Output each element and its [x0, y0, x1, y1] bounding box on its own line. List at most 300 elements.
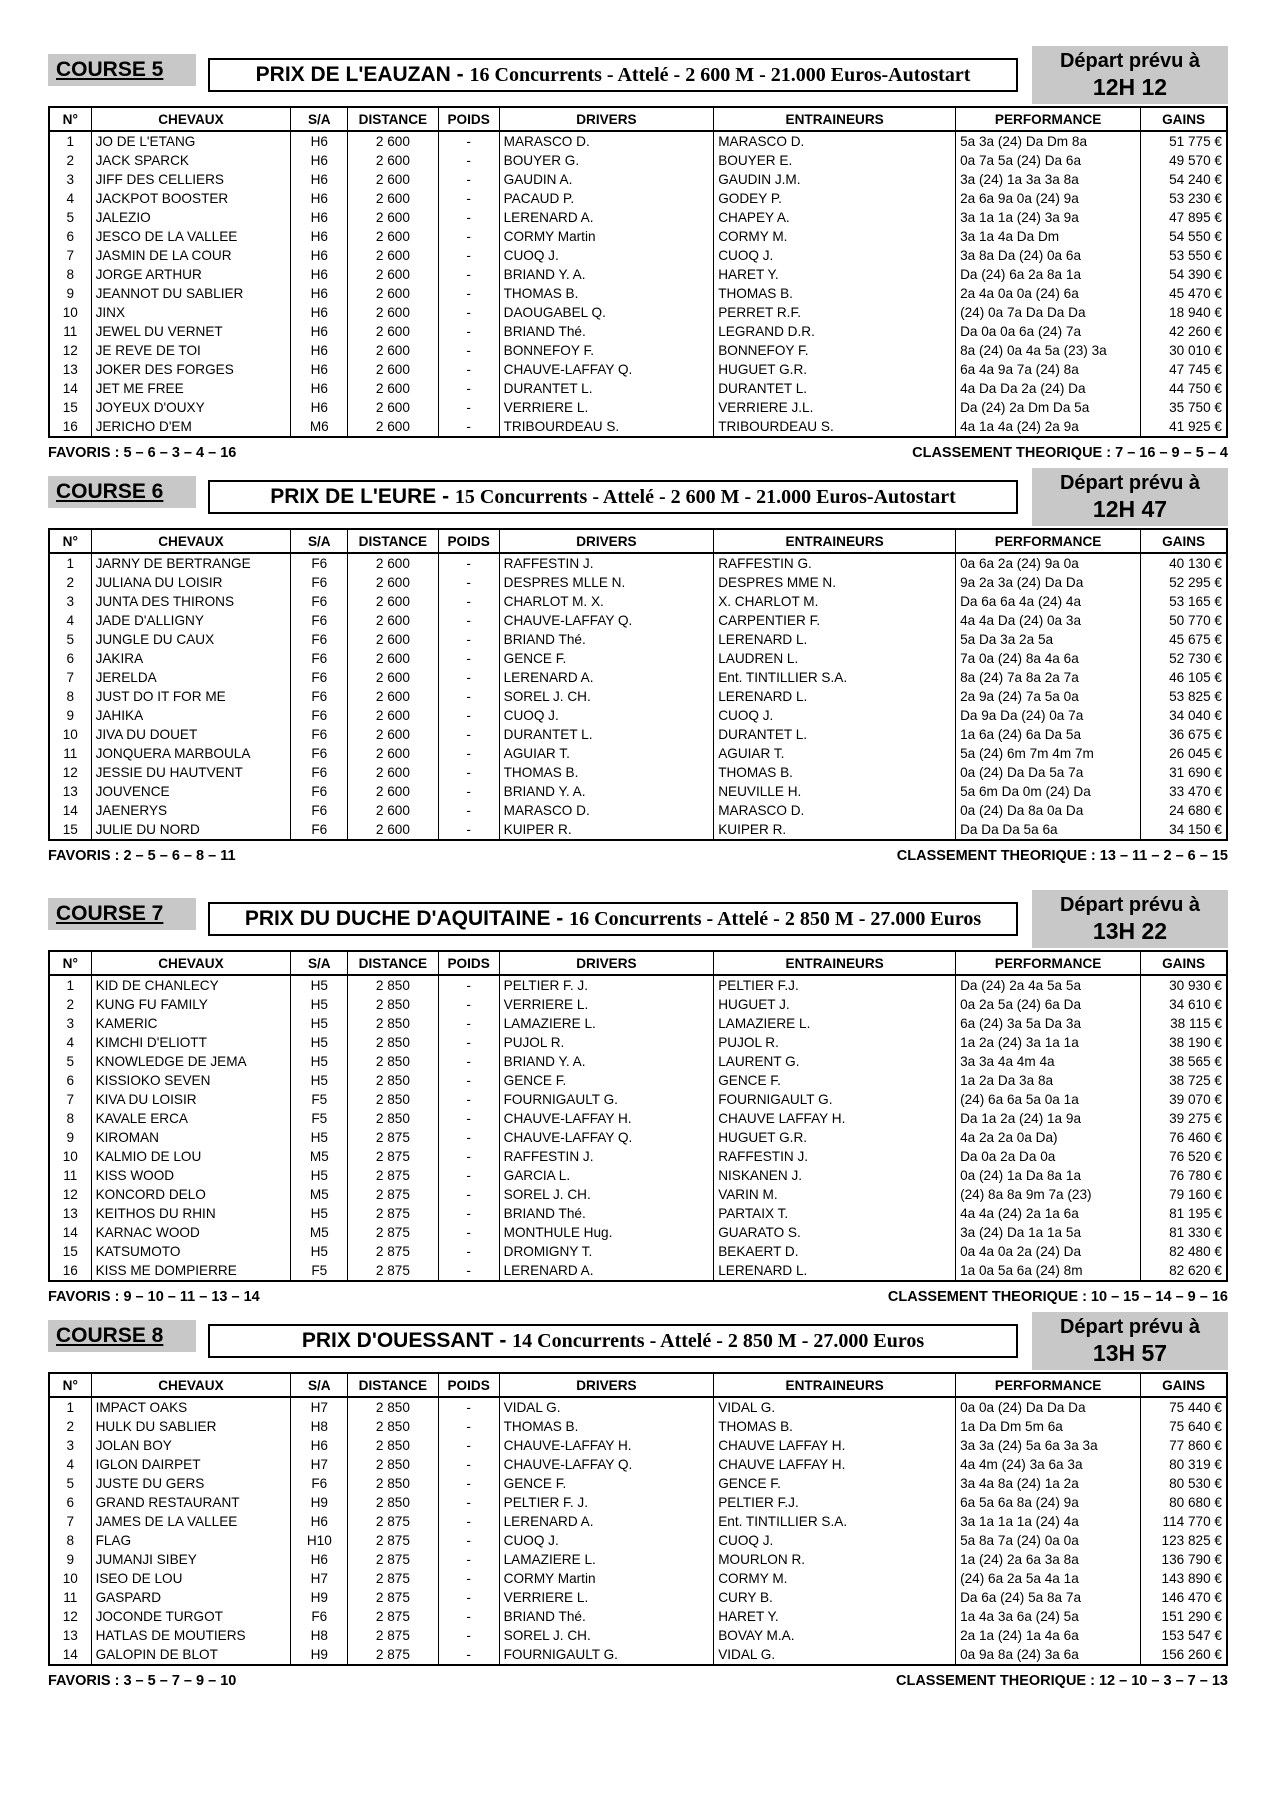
- earnings: 53 550 €: [1141, 246, 1227, 265]
- runner-number: 10: [49, 1569, 91, 1588]
- table-row: [49, 151, 1227, 170]
- weight: -: [438, 820, 499, 840]
- weight: -: [438, 1033, 499, 1052]
- trainer: LAURENT G.: [714, 1052, 956, 1071]
- earnings: 151 290 €: [1141, 1607, 1227, 1626]
- trainer: PELTIER F.J.: [714, 1493, 956, 1512]
- trainer: HUGUET G.R.: [714, 1128, 956, 1147]
- table-row: [49, 630, 1227, 649]
- weight: -: [438, 379, 499, 398]
- horse-name: JAMES DE LA VALLEE: [91, 1512, 291, 1531]
- horse-name: JET ME FREE: [91, 379, 291, 398]
- trainer: Ent. TINTILLIER S.A.: [714, 1512, 956, 1531]
- performance: 0a 0a (24) Da Da Da: [956, 1397, 1141, 1417]
- weight: -: [438, 1071, 499, 1090]
- earnings: 136 790 €: [1141, 1550, 1227, 1569]
- sex-age: F6: [291, 820, 348, 840]
- table-row: [49, 1147, 1227, 1166]
- trainer: TRIBOURDEAU S.: [714, 417, 956, 437]
- runners-table: [48, 950, 1228, 1282]
- horse-name: JUST DO IT FOR ME: [91, 687, 291, 706]
- runner-number: 6: [49, 649, 91, 668]
- sex-age: H6: [291, 131, 348, 151]
- runner-number: 4: [49, 1033, 91, 1052]
- horse-name: ISEO DE LOU: [91, 1569, 291, 1588]
- runner-number: 9: [49, 284, 91, 303]
- driver: GARCIA L.: [499, 1166, 714, 1185]
- column-header-distance: DISTANCE: [348, 107, 438, 131]
- weight: -: [438, 630, 499, 649]
- trainer: CUOQ J.: [714, 246, 956, 265]
- sex-age: H6: [291, 398, 348, 417]
- distance: 2 600: [348, 284, 438, 303]
- title-separator: -: [450, 63, 470, 86]
- favoris: FAVORIS : 3 – 5 – 7 – 9 – 10: [48, 1673, 237, 1689]
- trainer: LAMAZIERE L.: [714, 1014, 956, 1033]
- column-header-distance: DISTANCE: [348, 1373, 438, 1397]
- trainer: GENCE F.: [714, 1071, 956, 1090]
- earnings: 80 680 €: [1141, 1493, 1227, 1512]
- runner-number: 14: [49, 801, 91, 820]
- trainer: BEKAERT D.: [714, 1242, 956, 1261]
- sex-age: M5: [291, 1223, 348, 1242]
- weight: -: [438, 1626, 499, 1645]
- driver: CUOQ J.: [499, 706, 714, 725]
- earnings: 75 640 €: [1141, 1417, 1227, 1436]
- driver: VERRIERE L.: [499, 398, 714, 417]
- table-row: [49, 1185, 1227, 1204]
- course-section: [48, 1314, 1228, 1736]
- trainer: GENCE F.: [714, 1474, 956, 1493]
- classement-theorique: CLASSEMENT THEORIQUE : 7 – 16 – 9 – 5 – 4: [912, 445, 1228, 461]
- course-title: [208, 58, 1018, 92]
- distance: 2 600: [348, 668, 438, 687]
- sex-age: M5: [291, 1185, 348, 1204]
- weight: -: [438, 1397, 499, 1417]
- trainer: CORMY M.: [714, 1569, 956, 1588]
- earnings: 46 105 €: [1141, 668, 1227, 687]
- horse-name: KONCORD DELO: [91, 1185, 291, 1204]
- earnings: 51 775 €: [1141, 131, 1227, 151]
- sex-age: H6: [291, 322, 348, 341]
- weight: -: [438, 1607, 499, 1626]
- table-row: [49, 227, 1227, 246]
- table-row: [49, 1090, 1227, 1109]
- earnings: 146 470 €: [1141, 1588, 1227, 1607]
- performance: Da 6a 6a 4a (24) 4a: [956, 592, 1141, 611]
- horse-name: JAENERYS: [91, 801, 291, 820]
- earnings: 81 330 €: [1141, 1223, 1227, 1242]
- performance: 3a (24) Da 1a 1a 5a: [956, 1223, 1141, 1242]
- departure-label: Départ prévu à: [1059, 50, 1201, 72]
- earnings: 80 319 €: [1141, 1455, 1227, 1474]
- horse-name: JOLAN BOY: [91, 1436, 291, 1455]
- trainer: PERRET R.F.: [714, 303, 956, 322]
- trainer: BOUYER E.: [714, 151, 956, 170]
- runner-number: 8: [49, 687, 91, 706]
- weight: -: [438, 553, 499, 573]
- distance: 2 875: [348, 1569, 438, 1588]
- weight: -: [438, 208, 499, 227]
- distance: 2 600: [348, 227, 438, 246]
- driver: DURANTET L.: [499, 725, 714, 744]
- runner-number: 1: [49, 975, 91, 995]
- sex-age: H5: [291, 1033, 348, 1052]
- driver: AGUIAR T.: [499, 744, 714, 763]
- table-row: [49, 1569, 1227, 1588]
- distance: 2 600: [348, 611, 438, 630]
- driver: TRIBOURDEAU S.: [499, 417, 714, 437]
- trainer: Ent. TINTILLIER S.A.: [714, 668, 956, 687]
- performance: 0a 4a 0a 2a (24) Da: [956, 1242, 1141, 1261]
- horse-name: JULIE DU NORD: [91, 820, 291, 840]
- trainer: CHAUVE LAFFAY H.: [714, 1455, 956, 1474]
- distance: 2 850: [348, 1417, 438, 1436]
- performance: Da 6a (24) 5a 8a 7a: [956, 1588, 1141, 1607]
- performance: Da Da Da 5a 6a: [956, 820, 1141, 840]
- column-header-driver: DRIVERS: [499, 951, 714, 975]
- course-label: COURSE 6: [48, 476, 196, 508]
- race-details: 14 Concurrents - Attelé - 2 850 M - 27.000 Euros: [512, 1330, 925, 1352]
- performance: 4a 2a 2a 0a Da): [956, 1128, 1141, 1147]
- course-label: COURSE 5: [48, 54, 196, 86]
- trainer: VARIN M.: [714, 1185, 956, 1204]
- runner-number: 15: [49, 820, 91, 840]
- table-row: [49, 592, 1227, 611]
- table-row: [49, 189, 1227, 208]
- earnings: 38 115 €: [1141, 1014, 1227, 1033]
- performance: 3a 8a Da (24) 0a 6a: [956, 246, 1141, 265]
- earnings: 24 680 €: [1141, 801, 1227, 820]
- horse-name: JE REVE DE TOI: [91, 341, 291, 360]
- earnings: 31 690 €: [1141, 763, 1227, 782]
- runner-number: 13: [49, 1626, 91, 1645]
- earnings: 76 780 €: [1141, 1166, 1227, 1185]
- sex-age: F6: [291, 649, 348, 668]
- performance: 2a 9a (24) 7a 5a 0a: [956, 687, 1141, 706]
- runner-number: 4: [49, 189, 91, 208]
- distance: 2 600: [348, 782, 438, 801]
- performance: 2a 6a 9a 0a (24) 9a: [956, 189, 1141, 208]
- trainer: CURY B.: [714, 1588, 956, 1607]
- runner-number: 16: [49, 1261, 91, 1281]
- distance: 2 875: [348, 1550, 438, 1569]
- runner-number: 7: [49, 668, 91, 687]
- horse-name: JUNTA DES THIRONS: [91, 592, 291, 611]
- horse-name: JESSIE DU HAUTVENT: [91, 763, 291, 782]
- performance: (24) 6a 6a 5a 0a 1a: [956, 1090, 1141, 1109]
- weight: -: [438, 1090, 499, 1109]
- departure-time: 13H 57: [1092, 1340, 1168, 1366]
- trainer: AGUIAR T.: [714, 744, 956, 763]
- earnings: 36 675 €: [1141, 725, 1227, 744]
- earnings: 34 150 €: [1141, 820, 1227, 840]
- column-header-sex-age: S/A: [291, 107, 348, 131]
- performance: 0a 6a 2a (24) 9a 0a: [956, 553, 1141, 573]
- sex-age: F6: [291, 630, 348, 649]
- weight: -: [438, 417, 499, 437]
- distance: 2 600: [348, 208, 438, 227]
- sex-age: H5: [291, 1052, 348, 1071]
- weight: -: [438, 341, 499, 360]
- sex-age: M5: [291, 1147, 348, 1166]
- sex-age: H6: [291, 246, 348, 265]
- weight: -: [438, 1436, 499, 1455]
- trainer: CHAUVE LAFFAY H.: [714, 1109, 956, 1128]
- driver: BRIAND Thé.: [499, 630, 714, 649]
- earnings: 42 260 €: [1141, 322, 1227, 341]
- weight: -: [438, 1455, 499, 1474]
- earnings: 53 825 €: [1141, 687, 1227, 706]
- classement-theorique: CLASSEMENT THEORIQUE : 10 – 15 – 14 – 9 – 16: [887, 1289, 1228, 1305]
- trainer: DURANTET L.: [714, 379, 956, 398]
- horse-name: KIROMAN: [91, 1128, 291, 1147]
- distance: 2 875: [348, 1261, 438, 1281]
- driver: BRIAND Y. A.: [499, 782, 714, 801]
- performance: 5a 6m Da 0m (24) Da: [956, 782, 1141, 801]
- runner-number: 16: [49, 417, 91, 437]
- trainer: HUGUET J.: [714, 995, 956, 1014]
- trainer: GODEY P.: [714, 189, 956, 208]
- trainer: MARASCO D.: [714, 801, 956, 820]
- performance: 8a (24) 0a 4a 5a (23) 3a: [956, 341, 1141, 360]
- departure-label: Départ prévu à: [1059, 1316, 1201, 1338]
- driver: BOUYER G.: [499, 151, 714, 170]
- trainer: PELTIER F.J.: [714, 975, 956, 995]
- table-row: [49, 1128, 1227, 1147]
- table-row: [49, 1397, 1227, 1417]
- driver: RAFFESTIN J.: [499, 553, 714, 573]
- sex-age: H6: [291, 1550, 348, 1569]
- distance: 2 600: [348, 763, 438, 782]
- weight: -: [438, 131, 499, 151]
- column-header-weight: POIDS: [438, 529, 499, 553]
- earnings: 41 925 €: [1141, 417, 1227, 437]
- driver: CHAUVE-LAFFAY Q.: [499, 360, 714, 379]
- column-header-sex-age: S/A: [291, 1373, 348, 1397]
- driver: THOMAS B.: [499, 763, 714, 782]
- driver: FOURNIGAULT G.: [499, 1645, 714, 1665]
- distance: 2 875: [348, 1166, 438, 1185]
- runner-number: 3: [49, 1436, 91, 1455]
- horse-name: KARNAC WOOD: [91, 1223, 291, 1242]
- performance: (24) 0a 7a Da Da Da: [956, 303, 1141, 322]
- sex-age: H6: [291, 379, 348, 398]
- sex-age: F6: [291, 1474, 348, 1493]
- performance: 0a 7a 5a (24) Da 6a: [956, 151, 1141, 170]
- table-row: [49, 706, 1227, 725]
- performance: 3a 3a 4a 4m 4a: [956, 1052, 1141, 1071]
- column-header-trainer: ENTRAINEURS: [714, 1373, 956, 1397]
- sex-age: H8: [291, 1626, 348, 1645]
- departure-label: Départ prévu à: [1059, 472, 1201, 494]
- weight: -: [438, 246, 499, 265]
- runner-number: 5: [49, 630, 91, 649]
- performance: 2a 1a (24) 1a 4a 6a: [956, 1626, 1141, 1645]
- column-header-weight: POIDS: [438, 951, 499, 975]
- trainer: LERENARD L.: [714, 1261, 956, 1281]
- earnings: 81 195 €: [1141, 1204, 1227, 1223]
- weight: -: [438, 265, 499, 284]
- driver: BRIAND Thé.: [499, 1204, 714, 1223]
- earnings: 47 745 €: [1141, 360, 1227, 379]
- distance: 2 600: [348, 170, 438, 189]
- column-header-trainer: ENTRAINEURS: [714, 529, 956, 553]
- runner-number: 7: [49, 246, 91, 265]
- driver: LAMAZIERE L.: [499, 1550, 714, 1569]
- horse-name: HATLAS DE MOUTIERS: [91, 1626, 291, 1645]
- distance: 2 875: [348, 1512, 438, 1531]
- horse-name: JINX: [91, 303, 291, 322]
- runner-number: 10: [49, 725, 91, 744]
- performance: 6a (24) 3a 5a Da 3a: [956, 1014, 1141, 1033]
- horse-name: KISS ME DOMPIERRE: [91, 1261, 291, 1281]
- table-row: [49, 398, 1227, 417]
- course-header: [48, 48, 1228, 106]
- table-row: [49, 1588, 1227, 1607]
- classement-theorique: CLASSEMENT THEORIQUE : 12 – 10 – 3 – 7 – 13: [895, 1673, 1228, 1689]
- performance: 1a 0a 5a 6a (24) 8m: [956, 1261, 1141, 1281]
- horse-name: JADE D'ALLIGNY: [91, 611, 291, 630]
- departure-time: 12H 47: [1092, 496, 1168, 522]
- distance: 2 600: [348, 322, 438, 341]
- sex-age: H5: [291, 975, 348, 995]
- table-row: [49, 1550, 1227, 1569]
- table-row: [49, 1626, 1227, 1645]
- distance: 2 875: [348, 1223, 438, 1242]
- performance: 4a 4a (24) 2a 1a 6a: [956, 1204, 1141, 1223]
- column-header-sex-age: S/A: [291, 529, 348, 553]
- horse-name: KISSIOKO SEVEN: [91, 1071, 291, 1090]
- runner-number: 3: [49, 1014, 91, 1033]
- earnings: 45 470 €: [1141, 284, 1227, 303]
- performance: 0a 9a 8a (24) 3a 6a: [956, 1645, 1141, 1665]
- weight: -: [438, 782, 499, 801]
- weight: -: [438, 151, 499, 170]
- weight: -: [438, 744, 499, 763]
- column-header-performance: PERFORMANCE: [956, 951, 1141, 975]
- horse-name: JONQUERA MARBOULA: [91, 744, 291, 763]
- runner-number: 14: [49, 379, 91, 398]
- favoris: FAVORIS : 2 – 5 – 6 – 8 – 11: [48, 848, 236, 864]
- horse-name: JOKER DES FORGES: [91, 360, 291, 379]
- runners-table: [48, 528, 1228, 841]
- horse-name: KID DE CHANLECY: [91, 975, 291, 995]
- weight: -: [438, 649, 499, 668]
- sex-age: H5: [291, 995, 348, 1014]
- runner-number: 12: [49, 1607, 91, 1626]
- trainer: X. CHARLOT M.: [714, 592, 956, 611]
- earnings: 52 730 €: [1141, 649, 1227, 668]
- horse-name: JACKPOT BOOSTER: [91, 189, 291, 208]
- earnings: 30 010 €: [1141, 341, 1227, 360]
- earnings: 53 165 €: [1141, 592, 1227, 611]
- distance: 2 875: [348, 1242, 438, 1261]
- performance: 3a 1a 1a (24) 3a 9a: [956, 208, 1141, 227]
- column-header-performance: PERFORMANCE: [956, 1373, 1141, 1397]
- course-footer: [48, 1282, 1228, 1312]
- earnings: 156 260 €: [1141, 1645, 1227, 1665]
- weight: -: [438, 1645, 499, 1665]
- horse-name: KALMIO DE LOU: [91, 1147, 291, 1166]
- departure-time: 13H 22: [1092, 918, 1168, 944]
- sex-age: H9: [291, 1588, 348, 1607]
- column-header-distance: DISTANCE: [348, 529, 438, 553]
- trainer: CHAUVE LAFFAY H.: [714, 1436, 956, 1455]
- trainer: LERENARD L.: [714, 630, 956, 649]
- runner-number: 3: [49, 592, 91, 611]
- sex-age: H5: [291, 1071, 348, 1090]
- distance: 2 600: [348, 744, 438, 763]
- performance: 2a 4a 0a 0a (24) 6a: [956, 284, 1141, 303]
- sex-age: H6: [291, 341, 348, 360]
- runner-number: 2: [49, 1417, 91, 1436]
- table-row: [49, 170, 1227, 189]
- earnings: 38 565 €: [1141, 1052, 1227, 1071]
- distance: 2 850: [348, 1033, 438, 1052]
- trainer: FOURNIGAULT G.: [714, 1090, 956, 1109]
- departure-box: [1032, 468, 1228, 526]
- distance: 2 850: [348, 1436, 438, 1455]
- earnings: 30 930 €: [1141, 975, 1227, 995]
- table-row: [49, 611, 1227, 630]
- sex-age: F6: [291, 553, 348, 573]
- horse-name: KIVA DU LOISIR: [91, 1090, 291, 1109]
- distance: 2 875: [348, 1626, 438, 1645]
- departure-box: [1032, 46, 1228, 104]
- column-header-driver: DRIVERS: [499, 1373, 714, 1397]
- earnings: 77 860 €: [1141, 1436, 1227, 1455]
- sex-age: H6: [291, 284, 348, 303]
- trainer: GUARATO S.: [714, 1223, 956, 1242]
- column-header-earnings: GAINS: [1141, 1373, 1227, 1397]
- earnings: 114 770 €: [1141, 1512, 1227, 1531]
- race-details: 15 Concurrents - Attelé - 2 600 M - 21.000 Euros-Autostart: [454, 486, 956, 508]
- earnings: 80 530 €: [1141, 1474, 1227, 1493]
- driver: CHAUVE-LAFFAY Q.: [499, 1128, 714, 1147]
- sex-age: F6: [291, 573, 348, 592]
- distance: 2 875: [348, 1588, 438, 1607]
- earnings: 40 130 €: [1141, 553, 1227, 573]
- horse-name: GALOPIN DE BLOT: [91, 1645, 291, 1665]
- column-header-earnings: GAINS: [1141, 107, 1227, 131]
- sex-age: H6: [291, 208, 348, 227]
- distance: 2 875: [348, 1128, 438, 1147]
- weight: -: [438, 1166, 499, 1185]
- sex-age: F6: [291, 611, 348, 630]
- driver: GENCE F.: [499, 649, 714, 668]
- departure-box: [1032, 1312, 1228, 1370]
- driver: SOREL J. CH.: [499, 1626, 714, 1645]
- horse-name: JACK SPARCK: [91, 151, 291, 170]
- course-title: [208, 1324, 1018, 1358]
- table-row: [49, 1261, 1227, 1281]
- sex-age: H6: [291, 227, 348, 246]
- distance: 2 875: [348, 1607, 438, 1626]
- earnings: 18 940 €: [1141, 303, 1227, 322]
- driver: VIDAL G.: [499, 1397, 714, 1417]
- distance: 2 850: [348, 1493, 438, 1512]
- performance: 0a (24) 1a Da 8a 1a: [956, 1166, 1141, 1185]
- horse-name: KNOWLEDGE DE JEMA: [91, 1052, 291, 1071]
- runner-number: 9: [49, 1550, 91, 1569]
- driver: GENCE F.: [499, 1474, 714, 1493]
- horse-name: JIVA DU DOUET: [91, 725, 291, 744]
- trainer: LEGRAND D.R.: [714, 322, 956, 341]
- table-row: [49, 303, 1227, 322]
- driver: VERRIERE L.: [499, 995, 714, 1014]
- performance: 7a 0a (24) 8a 4a 6a: [956, 649, 1141, 668]
